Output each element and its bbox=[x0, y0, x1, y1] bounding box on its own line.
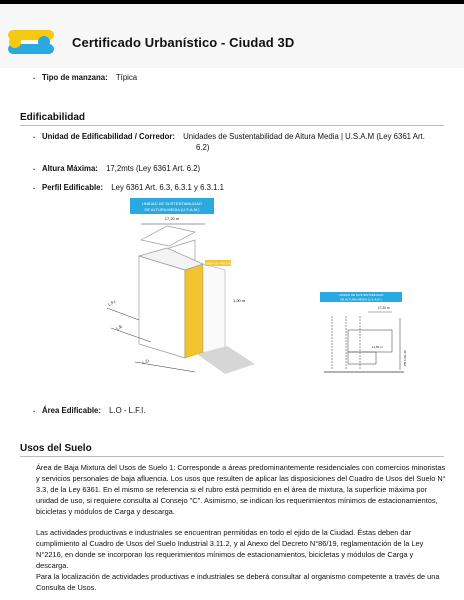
perfil-label: Perfil Edificable: bbox=[42, 183, 104, 192]
lfi-line bbox=[107, 308, 139, 320]
building-3d-diagram bbox=[105, 196, 275, 376]
right-side-label: PB A DE 30 bbox=[403, 350, 407, 366]
usam-tag-line1: UNIDAD DE SUSTENTABILIDAD bbox=[142, 201, 202, 206]
usam-tag-right-line1: UNIDAD DE SUSTENTABILIDAD bbox=[338, 293, 384, 297]
perfil-value: Ley 6361 Art. 6.3, 6.3.1 y 6.3.1.1 bbox=[111, 183, 224, 192]
altura-row bbox=[42, 164, 200, 174]
perfil-row bbox=[42, 183, 224, 193]
altura-label: Altura Máxima: bbox=[42, 164, 98, 173]
section-heading-usos: Usos del Suelo bbox=[20, 443, 92, 454]
lfi-label: L.F.I. bbox=[107, 298, 118, 307]
section-divider bbox=[20, 125, 444, 126]
bullet-dot: . bbox=[33, 405, 36, 414]
section-diagram bbox=[318, 290, 410, 378]
manzana-value: Típica bbox=[115, 73, 138, 82]
area-row bbox=[42, 406, 146, 416]
usam-tag-right-line2: DE ALTURA MEDIA (U.S.A.M.) bbox=[340, 297, 382, 302]
unidad-value: Unidades de Sustentabilidad de Altura Media | U.S.A.M (Ley 6361 Art. bbox=[183, 132, 425, 141]
usos-text-3: Para la localización de actividades productivas e industriales se deberá consultar al organismo competente a través de una Consulta de Usos. bbox=[36, 572, 440, 592]
dim-label: 1,00 m bbox=[233, 298, 246, 303]
usam-tag-line2: DE ALTURA MEDIA (U.S.A.M.) bbox=[144, 207, 200, 212]
side-label: LÍNEA DE FRENTE bbox=[204, 261, 232, 266]
bullet-dot: . bbox=[33, 72, 36, 81]
height-label-right: 17,20 m bbox=[378, 306, 390, 310]
unidad-label: Unidad de Edificabilidad / Corredor: bbox=[42, 132, 175, 141]
bullet-dot: . bbox=[33, 131, 36, 140]
manzana-row bbox=[42, 73, 137, 83]
ba-logo bbox=[8, 30, 54, 56]
building-face-highlight bbox=[185, 264, 203, 358]
usos-paragraph-2 bbox=[36, 527, 446, 593]
bullet-dot: . bbox=[33, 182, 36, 191]
mid-label: 11,50 m bbox=[372, 345, 383, 349]
building-face-left bbox=[139, 256, 185, 358]
altura-value: 17,2mts (Ley 6361 Art. 6.2) bbox=[106, 164, 201, 173]
document-header bbox=[0, 4, 464, 68]
area-value: L.O - L.F.I. bbox=[109, 406, 146, 415]
manzana-label: Tipo de manzana: bbox=[42, 73, 108, 82]
area-label: Área Edificable: bbox=[42, 406, 101, 415]
page-title: Certificado Urbanístico - Ciudad 3D bbox=[72, 35, 295, 50]
unidad-value-cont: 6.2) bbox=[196, 143, 210, 152]
bullet-dot: . bbox=[33, 163, 36, 172]
section-heading-edificabilidad: Edificabilidad bbox=[20, 112, 86, 123]
height-label: 17,20 m bbox=[164, 216, 180, 221]
lo-label: L.O. bbox=[141, 357, 151, 365]
section-base bbox=[348, 352, 376, 364]
section-mass bbox=[348, 330, 392, 352]
usos-text-2: Las actividades productivas e industriales se encuentran permitidas en todo el ejido de la Ciudad. Éstas deben dar cumplimiento al Cuadro de Usos del Suelo Industrial 3.11.2, y al Anexo del Decreto N°86/19, reglamentación de la Ley N°2216, en donde se incorporan los requerimientos mínimos de estacionamientos, bicicletas y módulos de Carga y descarga. bbox=[36, 528, 424, 570]
le-label: L.E. bbox=[115, 323, 124, 331]
section-divider bbox=[20, 456, 444, 457]
building-side bbox=[203, 264, 225, 356]
usos-text-1: Área de Baja Mixtura del Usos de Suelo 1: Corresponde a áreas predominantemente residenciales con comercios minoristas y servicios personales de baja afluencia. Los usos que resulten de aplicar las disposiciones del Cuadro de Usos del Suelo N° 3.3, de la Ley 6361. En el mismo se referencia si el rubro está permitido en el área de mixtura, la superficie máxima por unidad de uso, si requiere consulta al Consejo "C". Asimismo, se indican los requerimientos mínimos de estacionamientos, bicicletas y módulos de Carga y descarga. bbox=[36, 463, 446, 516]
usos-paragraph-1 bbox=[36, 462, 446, 517]
unidad-row bbox=[42, 132, 442, 142]
